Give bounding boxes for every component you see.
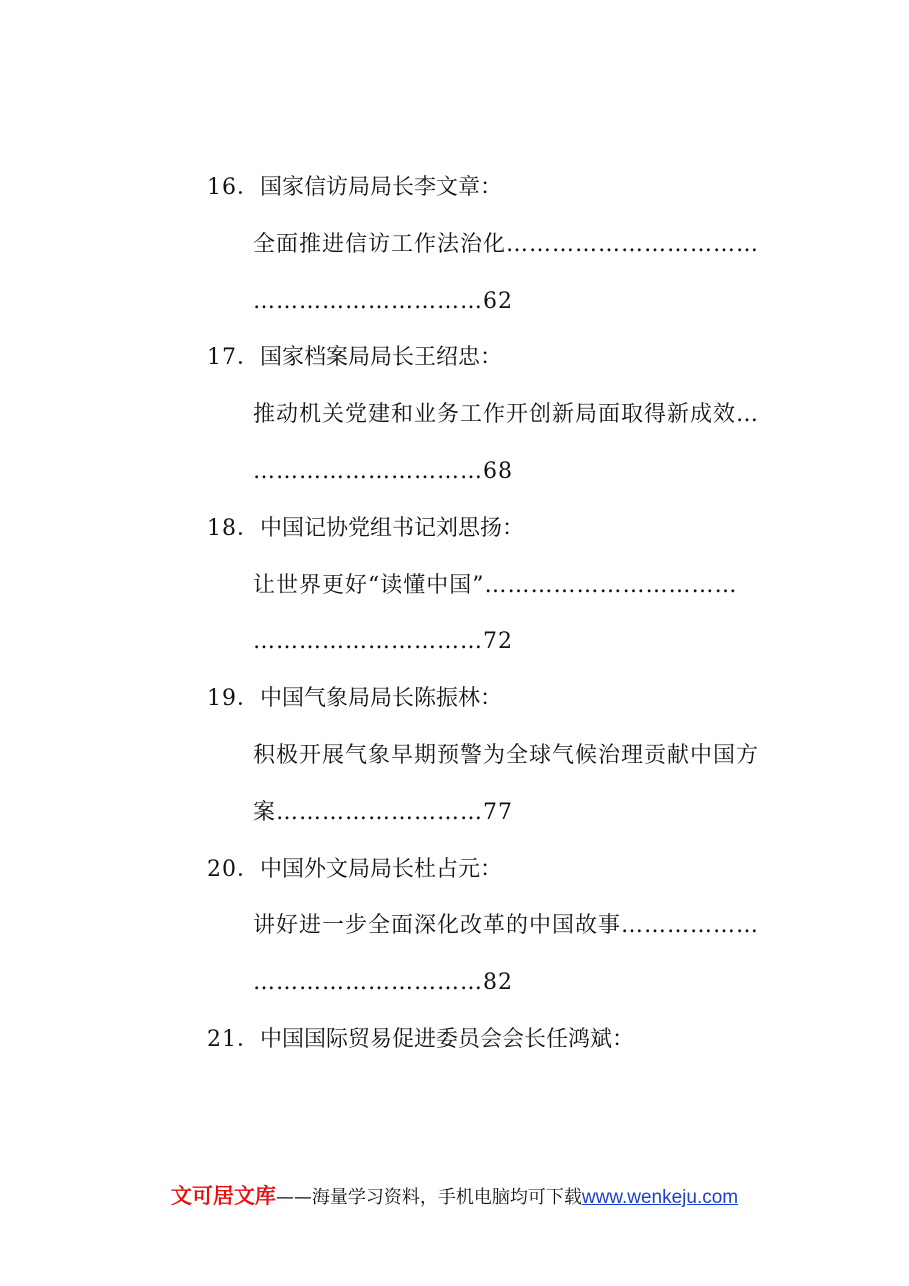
footer-brand: 文可居文库 (170, 1184, 276, 1208)
toc-entry-title-line: 讲好进一步全面深化改革的中国故事……………… (253, 913, 760, 939)
toc-entry-title-line: 让世界更好“读懂中国”…………………………… (253, 572, 738, 598)
toc-entry-author: 中国外文局局长杜占元： (260, 856, 503, 882)
toc-entry-heading (207, 501, 792, 558)
toc-entry-page-line: …………………………62 (253, 288, 513, 314)
footer-banner (0, 1180, 909, 1210)
toc-entry-number: 17． (207, 345, 260, 371)
toc-entry-heading (207, 1012, 792, 1069)
toc-entry-heading (207, 671, 792, 728)
toc-entry-number: 19． (207, 686, 260, 712)
toc-entry-number: 21． (207, 1026, 260, 1052)
footer-site-link[interactable]: www.wenkeju.com (581, 1187, 739, 1208)
toc-entry-number: 18． (207, 515, 260, 541)
toc-entry-page-line: 案………………………77 (253, 799, 513, 825)
toc-entry-number: 20． (207, 856, 260, 882)
toc-entry-title-line: 推动机关党建和业务工作开创新局面取得新成效… (253, 402, 760, 428)
toc-entry-heading (207, 842, 792, 899)
toc-entry-author: 中国气象局局长陈振林： (260, 686, 503, 712)
toc-entry-heading (207, 160, 792, 217)
toc-entry-author: 国家信访局局长李文章： (260, 175, 503, 200)
toc-entry-author: 中国国际贸易促进委员会会长任鸿斌： (260, 1026, 635, 1052)
toc-entry-author: 国家档案局局长王绍忠： (260, 345, 503, 371)
footer-tagline: ——海量学习资料，手机电脑均可下载 (275, 1187, 582, 1208)
toc-entry-title-line: 积极开展气象早期预警为全球气候治理贡献中国方 (253, 742, 760, 768)
toc-entry-page-line: …………………………68 (253, 458, 513, 484)
toc-entry-page-line: …………………………82 (253, 970, 513, 996)
toc-entry-page-line: …………………………72 (253, 629, 513, 655)
table-of-contents (207, 160, 792, 1069)
toc-entry-author: 中国记协党组书记刘思扬： (260, 515, 525, 541)
toc-entry-heading (207, 330, 792, 387)
toc-entry-number: 16． (207, 175, 260, 200)
toc-entry-title-line: 全面推进信访工作法治化…………………………… (253, 231, 760, 257)
